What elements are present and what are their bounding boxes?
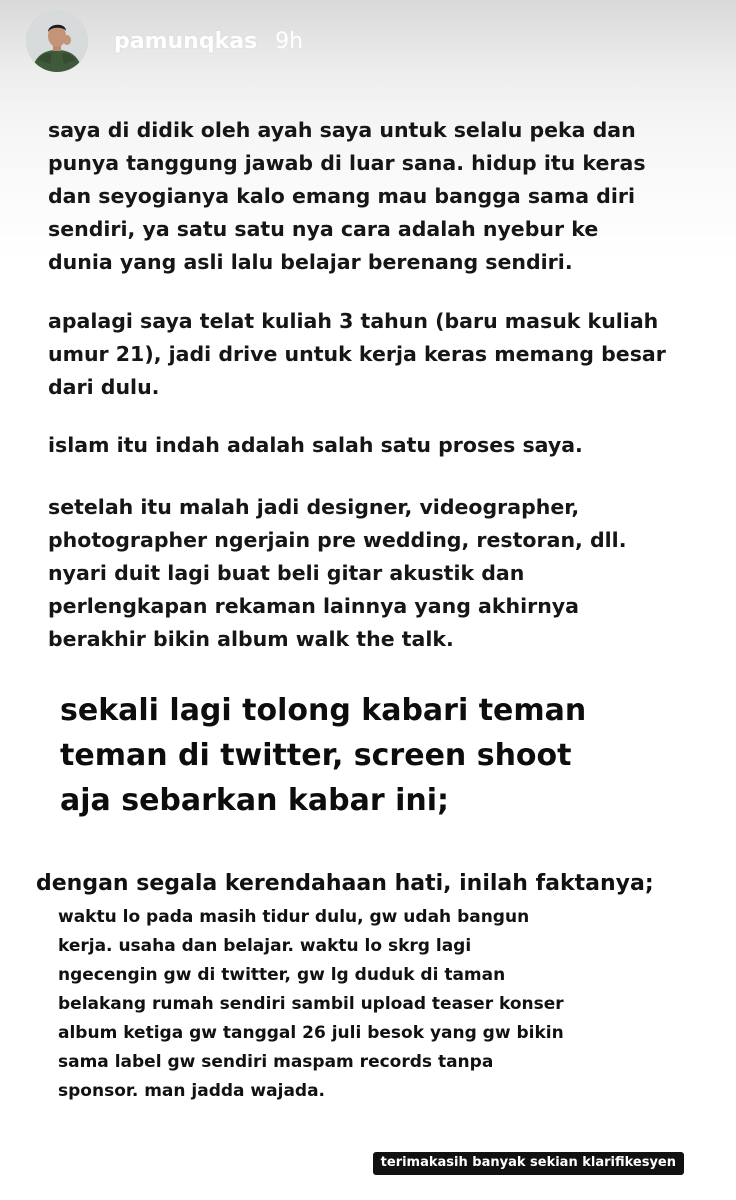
facts-text: waktu lo pada masih tidur dulu, gw udah bangun kerja. usaha dan belajar. waktu lo skrg lagi ngecengin gw di twitter, gw lg duduk di taman belakang rumah sendiri sambil upload teaser konser album ketiga gw tanggal 26 juli besok yang gw bikin sama label gw sendiri maspam records tanpa sponsor. man jadda wajada. [58, 907, 564, 1101]
profile-avatar[interactable] [26, 10, 88, 72]
username[interactable]: pamunqkas [114, 28, 258, 54]
profile-photo-icon [26, 10, 88, 72]
story-paragraph-2: apalagi saya telat kuliah 3 tahun (baru masuk kuliah umur 21), jadi drive untuk kerja keras memang besar dari dulu. [48, 309, 666, 399]
facts-intro: dengan segala kerendahaan hati, inilah faktanya; [36, 871, 654, 896]
story-paragraph-4: setelah itu malah jadi designer, videographer, photographer ngerjain pre wedding, restoran, dll. nyari duit lagi buat beli gitar akustik dan perlengkapan rekaman lainnya yang akhirnya berakhir bikin album walk the talk. [48, 495, 627, 651]
story-paragraph-1: saya di didik oleh ayah saya untuk selalu peka dan punya tanggung jawab di luar sana. hidup itu keras dan seyogianya kalo emang mau bangga sama diri sendiri, ya satu satu nya cara adalah nyebur ke dunia yang asli lalu belajar berenang sendiri. [48, 118, 646, 274]
callout-text: sekali lagi tolong kabari teman teman di twitter, screen shoot aja sebarkan kabar ini; [60, 693, 587, 818]
story-paragraph-3: islam itu indah adalah salah satu proses saya. [48, 433, 583, 457]
story-header [26, 8, 303, 74]
closing-tag: terimakasih banyak sekian klarifikesyen [373, 1152, 684, 1175]
post-time: 9h [275, 28, 304, 54]
